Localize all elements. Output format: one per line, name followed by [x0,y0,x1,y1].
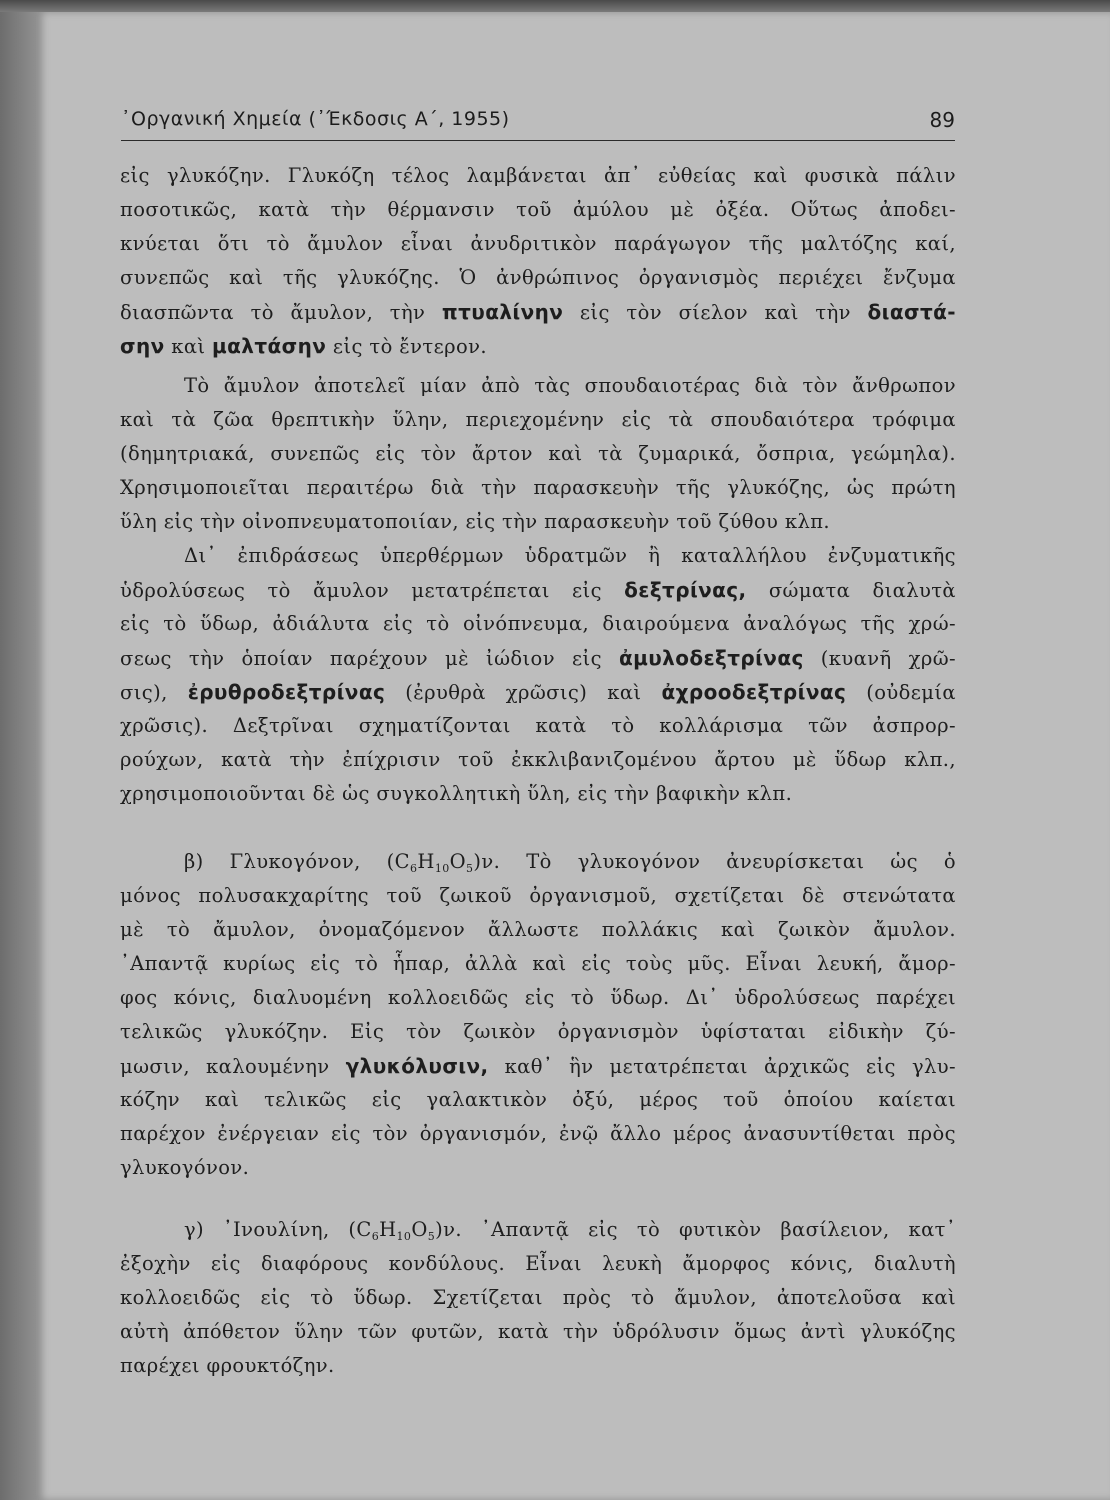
term-diastase-end: σην [120,334,165,358]
text-line: (δημητριακά, συνεπῶς εἰς τὸν ἄρτον καὶ τὰ ζυμαρικά, ὄσπρια, γεώμηλα). [120,442,956,465]
text-line: χρησιμοποιοῦνται δὲ ὡς συγκολλητικὴ ὕλη, εἰς τὴν βαφικὴν κλπ. [120,782,793,805]
running-header-title: ᾽Οργανική Χημεία (᾽Έκδοσις Α΄, 1955) [121,108,510,130]
text-line: μωσιν, καλουμένην γλυκόλυσιν, καθ᾽ ἣν μετατρέπεται ἀρχικῶς εἰς γλυ- [120,1054,957,1078]
text-line: ποσοτικῶς, κατὰ τὴν θέρμανσιν τοῦ ἀμύλου μὲ ὀξέα. Οὕτως ἀποδει- [120,198,956,221]
text-line: συνεπῶς καὶ τῆς γλυκόζης. Ὁ ἀνθρώπινος ὀργανισμὸς περιέχει ἔνζυμα [120,266,956,289]
text-line: σην καὶ μαλτάσην εἰς τὸ ἔντερον. [120,334,487,358]
text-line: Χρησιμοποιεῖται περαιτέρω διὰ τὴν παρασκευὴν τῆς γλυκόζης, ὡς πρώτη [120,476,956,499]
term-erythrodextrins: ἐρυθροδεξτρίνας [187,680,386,704]
text-line: κόζην καὶ τελικῶς εἰς γαλακτικὸν ὀξύ, μέρος τοῦ ὁποίου καίεται [120,1088,956,1111]
text-line: διασπῶντα τὸ ἄμυλον, τὴν πτυαλίνην εἰς τὸν σίελον καὶ τὴν διαστά- [120,300,956,324]
text-line: ὑδρολύσεως τὸ ἄμυλον μετατρέπεται εἰς δεξτρίνας, σώματα διαλυτὰ [120,578,956,602]
term-glycolysis: γλυκόλυσιν, [345,1054,489,1078]
term-dextrins: δεξτρίνας, [624,578,747,602]
text-line: φος κόνις, διαλυομένη κολλοειδῶς εἰς τὸ ὕδωρ. Δι᾽ ὑδρολύσεως παρέχει [120,986,956,1009]
term-diastase: διαστά- [867,300,956,324]
term-ptyalin: πτυαλίνην [441,300,564,324]
text-line: Τὸ ἄμυλον ἀποτελεῖ μίαν ἀπὸ τὰς σπουδαιοτέρας διὰ τὸν ἄνθρωπον [184,374,956,397]
running-header [121,104,955,141]
term-maltase: μαλτάσην [212,334,327,358]
text-line: εἰς γλυκόζην. Γλυκόζη τέλος λαμβάνεται ἀπ᾽ εὐθείας καὶ φυσικὰ πάλιν [120,164,956,187]
text-line: παρέχει φρουκτόζην. [120,1354,335,1377]
text-line: εἰς τὸ ὕδωρ, ἀδιάλυτα εἰς τὸ οἰνόπνευμα, διαιρούμενα ἀναλόγως τῆς χρώ- [120,612,956,635]
text-line: παρέχον ἐνέργειαν εἰς τὸν ὀργανισμόν, ἐνῷ ἄλλο μέρος ἀνασυντίθεται πρὸς [120,1122,956,1145]
text-line: καὶ τὰ ζῶα θρεπτικὴν ὕλην, περιεχομένην εἰς τὰ σπουδαιότερα τρόφιμα [120,408,956,431]
text-line: κολλοειδῶς εἰς τὸ ὕδωρ. Σχετίζεται πρὸς τὸ ἄμυλον, ἀποτελοῦσα καὶ [120,1286,956,1309]
text-line: σεως τὴν ὁποίαν παρέχουν μὲ ἰώδιον εἰς ἀμυλοδεξτρίνας (κυανῆ χρῶ- [120,646,956,670]
text-line: κνύεται ὅτι τὸ ἄμυλον εἶναι ἀνυδριτικὸν παράγωγον τῆς μαλτόζης καί, [120,232,956,255]
text-line: αὐτὴ ἀπόθετον ὕλην τῶν φυτῶν, κατὰ τὴν ὑδρόλυσιν ὅμως ἀντὶ γλυκόζης [120,1320,956,1343]
text-line: γ) ᾽Ινουλίνη, $(C_6H_{10}O_5)\nu$. ᾽Απαντᾷ εἰς τὸ φυτικὸν βασίλειον, κατ᾽ [184,1218,956,1243]
scan-top-edge [0,0,1110,12]
term-achroodextrins: ἀχροοδεξτρίνας [661,680,847,704]
text-line: ὕλη εἰς τὴν οἰνοπνευματοποιίαν, εἰς τὴν παρασκευὴν τοῦ ζύθου κλπ. [120,510,831,533]
text-line: ᾽Απαντᾷ κυρίως εἰς τὸ ἧπαρ, ἀλλὰ καὶ εἰς τοὺς μῦς. Εἶναι λευκή, ἄμορ- [120,952,956,975]
text-line: γλυκογόνον. [120,1156,250,1179]
text-line: μὲ τὸ ἄμυλον, ὀνομαζόμενον ἄλλωστε πολλάκις καὶ ζωικὸν ἄμυλον. [120,918,956,941]
text-line: τελικῶς γλυκόζην. Εἰς τὸν ζωικὸν ὀργανισμὸν ὑφίσταται εἰδικὴν ζύ- [120,1020,956,1043]
text-line: β) Γλυκογόνον, $(C_6H_{10}O_5)\nu$. Τὸ γλυκογόνον ἀνευρίσκεται ὡς ὁ [184,850,956,875]
text-line: Δι᾽ ἐπιδράσεως ὑπερθέρμων ὑδρατμῶν ἢ καταλλήλου ἐνζυματικῆς [184,544,956,567]
term-amylodextrins: ἀμυλοδεξτρίνας [618,646,804,670]
text-line: χρῶσις). Δεξτρῖναι σχηματίζονται κατὰ τὸ κολλάρισμα τῶν ἀσπρορ- [120,714,956,737]
text-line: ρούχων, κατὰ τὴν ἐπίχρισιν τοῦ ἐκκλιβανιζομένου ἄρτου μὲ ὕδωρ κλπ., [120,748,956,771]
scan-left-margin [0,12,36,1500]
page-number: 89 [929,108,955,132]
text-line: σις), ἐρυθροδεξτρίνας (ἐρυθρὰ χρῶσις) καὶ ἀχροοδεξτρίνας (οὐδεμία [120,680,956,704]
text-line: μόνος πολυσακχαρίτης τοῦ ζωικοῦ ὀργανισμοῦ, σχετίζεται δὲ στενώτατα [120,884,956,907]
text-line: ἐξοχὴν εἰς διαφόρους κονδύλους. Εἶναι λευκὴ ἄμορφος κόνις, διαλυτὴ [120,1252,956,1275]
